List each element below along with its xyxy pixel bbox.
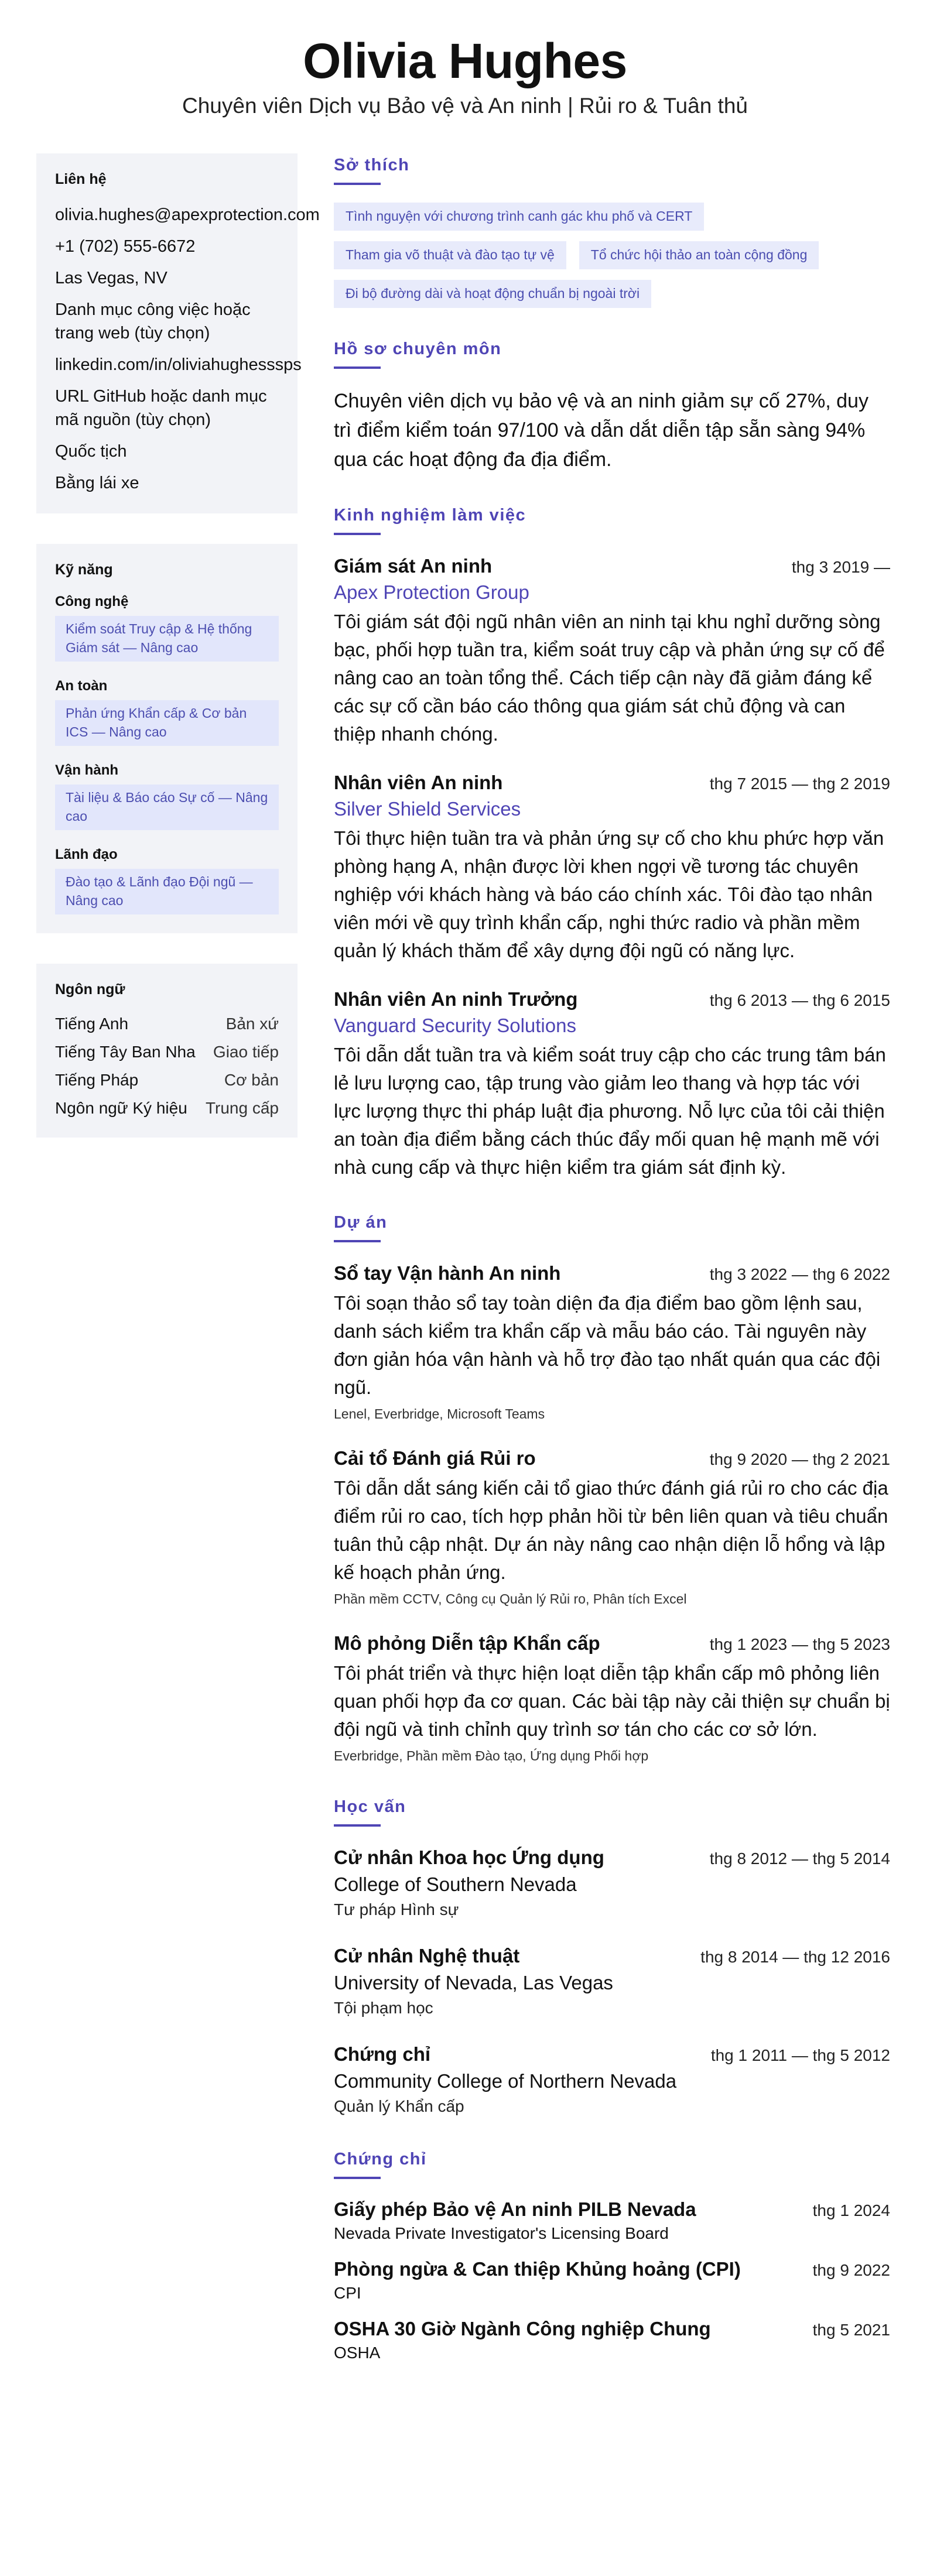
certification-title: OSHA 30 Giờ Ngành Công nghiệp Chung bbox=[334, 2318, 711, 2339]
certification-date: thg 1 2024 bbox=[812, 2201, 890, 2219]
section-title: Kinh nghiệm làm việc bbox=[334, 506, 526, 525]
section-divider bbox=[334, 183, 381, 185]
school-name: Community College of Northern Nevada bbox=[334, 2070, 677, 2092]
project-title: Mô phỏng Diễn tập Khẩn cấp bbox=[334, 1632, 600, 1654]
skill-group-title: Vận hành bbox=[55, 762, 119, 778]
project-title: Sổ tay Vận hành An ninh bbox=[334, 1262, 561, 1284]
education-entry bbox=[334, 2041, 890, 2118]
candidate-tagline: Chuyên viên Dịch vụ Bảo vệ và An ninh | Rủi ro & Tuân thủ bbox=[182, 94, 748, 118]
section-divider bbox=[334, 1824, 381, 1827]
skill-group bbox=[55, 847, 279, 914]
contact-title: Liên hệ bbox=[55, 171, 107, 187]
profile-summary: Chuyên viên dịch vụ bảo vệ và an ninh giảm sự cố 27%, duy trì điểm kiểm toán 97/100 và dẫn dắt diễn tập sẵn sàng 94% qua các hoạt động đa địa điểm. bbox=[334, 390, 869, 471]
company-name: Vanguard Security Solutions bbox=[334, 1015, 576, 1036]
certification-date: thg 9 2022 bbox=[812, 2261, 890, 2279]
experience-entry bbox=[334, 986, 890, 1181]
section-title: Chứng chỉ bbox=[334, 2150, 427, 2169]
degree-title: Cử nhân Nghệ thuật bbox=[334, 1945, 520, 1967]
project-tools: Everbridge, Phần mềm Đào tạo, Ứng dụng Phối hợp bbox=[334, 1748, 649, 1763]
school-name: University of Nevada, Las Vegas bbox=[334, 1972, 613, 1993]
projects-section bbox=[334, 1211, 890, 1766]
project-description: Tôi soạn thảo sổ tay toàn diện đa địa điểm bao gồm lệnh sau, danh sách kiểm tra khẩn cấp và mẫu báo cáo. Tài nguyên này đơn giản hóa vận hành và hỗ trợ đào tạo nhất quán qua các đội ngũ. bbox=[334, 1292, 881, 1398]
language-name: Tiếng Pháp bbox=[55, 1071, 139, 1089]
contact-location: Las Vegas, NV bbox=[55, 269, 167, 287]
education-dates: thg 8 2014 — thg 12 2016 bbox=[700, 1948, 890, 1966]
degree-title: Cử nhân Khoa học Ứng dụng bbox=[334, 1847, 604, 1868]
project-entry bbox=[334, 1445, 890, 1609]
skill-group-title: An toàn bbox=[55, 678, 108, 694]
field-of-study: Tư pháp Hình sự bbox=[334, 1900, 459, 1919]
section-title: Học vấn bbox=[334, 1797, 406, 1816]
main-content bbox=[334, 153, 890, 2393]
job-title: Nhân viên An ninh bbox=[334, 772, 503, 793]
skill-group-title: Công nghệ bbox=[55, 594, 129, 609]
language-row bbox=[55, 1098, 279, 1119]
contact-phone[interactable]: +1 (702) 555-6672 bbox=[55, 237, 196, 256]
contact-nationality: Quốc tịch bbox=[55, 442, 127, 461]
section-divider bbox=[334, 1240, 381, 1242]
certification-issuer: CPI bbox=[334, 2284, 361, 2302]
education-section bbox=[334, 1795, 890, 2118]
project-title: Cải tổ Đánh giá Rủi ro bbox=[334, 1447, 536, 1469]
contact-linkedin[interactable]: linkedin.com/in/oliviahughesssps bbox=[55, 355, 302, 374]
language-row bbox=[55, 1070, 279, 1091]
language-level: Bản xứ bbox=[225, 1015, 279, 1033]
profile-section bbox=[334, 337, 890, 474]
company-name: Apex Protection Group bbox=[334, 581, 529, 603]
language-row bbox=[55, 1042, 279, 1063]
candidate-name: Olivia Hughes bbox=[303, 33, 627, 88]
language-name: Ngôn ngữ Ký hiệu bbox=[55, 1099, 187, 1117]
certification-issuer: OSHA bbox=[334, 2344, 381, 2362]
language-level: Giao tiếp bbox=[213, 1043, 279, 1061]
certification-date: thg 5 2021 bbox=[812, 2321, 890, 2339]
resume-header bbox=[0, 30, 930, 121]
skill-group bbox=[55, 678, 279, 746]
section-title: Sở thích bbox=[334, 156, 410, 174]
project-tools: Phần mềm CCTV, Công cụ Quản lý Rủi ro, Phân tích Excel bbox=[334, 1591, 687, 1606]
certification-issuer: Nevada Private Investigator's Licensing Board bbox=[334, 2224, 669, 2242]
interests-list bbox=[334, 203, 890, 308]
interest-chip: Tình nguyện với chương trình canh gác khu phố và CERT bbox=[334, 203, 704, 231]
job-dates: thg 3 2019 — bbox=[791, 558, 890, 576]
certifications-section bbox=[334, 2147, 890, 2364]
skill-chip: Kiểm soát Truy cập & Hệ thống Giám sát — Nâng cao bbox=[55, 616, 279, 662]
job-title: Giám sát An ninh bbox=[334, 555, 493, 577]
language-name: Tiếng Anh bbox=[55, 1015, 129, 1033]
section-divider bbox=[334, 533, 381, 535]
interest-chip: Tổ chức hội thảo an toàn cộng đồng bbox=[579, 241, 819, 269]
skill-chip: Tài liệu & Báo cáo Sự cố — Nâng cao bbox=[55, 785, 279, 830]
languages-card bbox=[36, 964, 298, 1138]
skill-group-title: Lãnh đạo bbox=[55, 847, 118, 862]
project-description: Tôi dẫn dắt sáng kiến cải tổ giao thức đánh giá rủi ro cho các địa điểm rủi ro cao, tích hợp phản hồi từ bên liên quan và tiêu chuẩn tuân thủ cập nhật. Dự án này nâng cao nhận diện lỗ hổng và lập kế hoạch phản ứng. bbox=[334, 1477, 888, 1583]
certification-title: Phòng ngừa & Can thiệp Khủng hoảng (CPI) bbox=[334, 2258, 741, 2280]
section-divider bbox=[334, 366, 381, 369]
project-dates: thg 1 2023 — thg 5 2023 bbox=[709, 1635, 890, 1653]
project-dates: thg 3 2022 — thg 6 2022 bbox=[709, 1265, 890, 1283]
skill-chip: Phản ứng Khẩn cấp & Cơ bản ICS — Nâng cao bbox=[55, 700, 279, 746]
job-dates: thg 7 2015 — thg 2 2019 bbox=[709, 775, 890, 793]
interests-section bbox=[334, 153, 890, 308]
section-title: Hồ sơ chuyên môn bbox=[334, 340, 502, 358]
skills-title: Kỹ năng bbox=[55, 561, 113, 578]
job-dates: thg 6 2013 — thg 6 2015 bbox=[709, 991, 890, 1009]
language-row bbox=[55, 1013, 279, 1034]
job-description: Tôi giám sát đội ngũ nhân viên an ninh tại khu nghỉ dưỡng sòng bạc, phối hợp tuần tra, kiểm soát truy cập và phản ứng sự cố để nâng cao an toàn tổng thể. Cách tiếp cận này đã giảm đáng kể các sự cố cần báo cáo thông qua giám sát chủ động và can thiệp nhanh chóng. bbox=[334, 611, 885, 745]
skill-group bbox=[55, 762, 279, 830]
job-title: Nhân viên An ninh Trưởng bbox=[334, 988, 578, 1010]
education-entry bbox=[334, 1943, 890, 2020]
skill-chip: Đào tạo & Lãnh đạo Đội ngũ — Nâng cao bbox=[55, 869, 279, 914]
languages-title: Ngôn ngữ bbox=[55, 981, 125, 998]
skill-group bbox=[55, 594, 279, 662]
interest-chip: Đi bộ đường dài và hoạt động chuẩn bị ngoài trời bbox=[334, 280, 651, 308]
language-level: Trung cấp bbox=[205, 1099, 279, 1117]
certification-entry bbox=[334, 2256, 890, 2304]
field-of-study: Quản lý Khẩn cấp bbox=[334, 2097, 464, 2115]
contact-email[interactable]: olivia.hughes@apexprotection.com bbox=[55, 205, 320, 224]
interest-chip: Tham gia võ thuật và đào tạo tự vệ bbox=[334, 241, 566, 269]
field-of-study: Tội phạm học bbox=[334, 1999, 433, 2017]
job-description: Tôi thực hiện tuần tra và phản ứng sự cố cho khu phức hợp văn phòng hạng A, nhận được lời khen ngợi về tương tác chuyên nghiệp với khách hàng và báo cáo chính xác. Tôi đào tạo nhân viên mới về quy trình khẩn cấp, nghi thức radio và phần mềm quản lý khách thăm để xây dựng đội ngũ có năng lực. bbox=[334, 827, 884, 961]
certification-entry bbox=[334, 2316, 890, 2364]
education-dates: thg 1 2011 — thg 5 2012 bbox=[710, 2046, 890, 2064]
project-tools: Lenel, Everbridge, Microsoft Teams bbox=[334, 1406, 545, 1421]
project-dates: thg 9 2020 — thg 2 2021 bbox=[709, 1450, 890, 1468]
degree-title: Chứng chỉ bbox=[334, 2043, 431, 2065]
skills-card bbox=[36, 544, 298, 933]
language-name: Tiếng Tây Ban Nha bbox=[55, 1043, 196, 1061]
school-name: College of Southern Nevada bbox=[334, 1873, 577, 1895]
project-description: Tôi phát triển và thực hiện loạt diễn tập khẩn cấp mô phỏng liên quan phối hợp đa cơ quan. Các bài tập này cải thiện sự chuẩn bị đội ngũ và tinh chỉnh quy trình sơ tán cho các cơ sở lớn. bbox=[334, 1662, 890, 1740]
education-dates: thg 8 2012 — thg 5 2014 bbox=[709, 1849, 890, 1868]
contact-card bbox=[36, 153, 320, 513]
certification-title: Giấy phép Bảo vệ An ninh PILB Nevada bbox=[334, 2198, 696, 2220]
language-level: Cơ bản bbox=[224, 1071, 279, 1089]
sidebar bbox=[36, 153, 320, 1168]
section-title: Dự án bbox=[334, 1213, 388, 1232]
contact-driving-license: Bằng lái xe bbox=[55, 474, 139, 492]
contact-portfolio[interactable]: Danh mục công việc hoặc trang web (tùy chọn) bbox=[55, 300, 251, 342]
experience-entry bbox=[334, 769, 890, 965]
experience-section bbox=[334, 503, 890, 1181]
education-entry bbox=[334, 1844, 890, 1921]
experience-entry bbox=[334, 553, 890, 748]
contact-github[interactable]: URL GitHub hoặc danh mục mã nguồn (tùy chọn) bbox=[55, 387, 267, 429]
company-name: Silver Shield Services bbox=[334, 798, 521, 820]
section-divider bbox=[334, 2177, 381, 2179]
certification-entry bbox=[334, 2197, 890, 2245]
job-description: Tôi dẫn dắt tuần tra và kiểm soát truy cập cho các trung tâm bán lẻ lưu lượng cao, tập trung vào giảm leo thang và hợp tác với lực lượng thực thi pháp luật địa phương. Nỗ lực của tôi cải thiện an toàn địa điểm bằng cách thúc đẩy mối quan hệ mạnh mẽ với nhà cung cấp và thực hiện kiểm tra giám sát định kỳ. bbox=[334, 1044, 886, 1178]
project-entry bbox=[334, 1630, 890, 1766]
project-entry bbox=[334, 1260, 890, 1424]
